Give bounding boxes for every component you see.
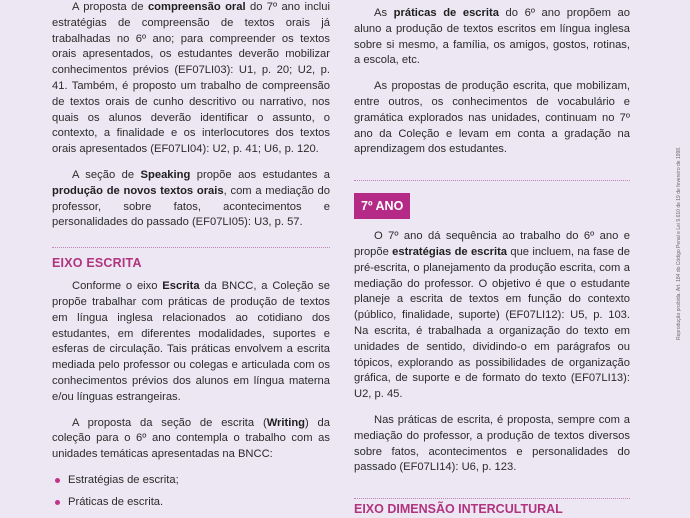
list-item [52, 495, 330, 511]
paragraph-escrita-intro [52, 279, 330, 405]
bold-term: estratégias de escrita [392, 245, 508, 258]
bold-term: Writing [266, 416, 306, 429]
heading-eixo-intercultural: EIXO DIMENSÃO INTERCULTURAL [354, 498, 630, 516]
paragraph-speaking [52, 168, 330, 231]
list-item-text: Estratégias de escrita; [68, 473, 179, 486]
bold-term: práticas de escrita [393, 7, 499, 19]
left-column [52, 0, 330, 517]
text: do 7º ano inclui estratégias de compreensão de textos orais já trabalhadas no 6º ano; para compreender os textos orais apresentados, os estudantes deverão mobilizar conhecimentos prévios (EF07LI03): U1, p. 20; U2, p. 41. Também, é proposto um trabalho de compreensão de textos orais de cunho descritivo ou narrativo, nos quais os alunos deverão identificar o assunto, o contexto, a finalidade e os interlocutores dos textos orais apresentados (EF07LI04): U2, p. 41; U6, p. 120. [52, 1, 330, 156]
text: A seção de [72, 168, 141, 181]
text: da BNCC, a Coleção se propõe trabalhar com práticas de produção de textos em língua inglesa relacionados ao cotidiano dos estudantes, em diferentes modalidades, suportes e esferas de circulação. Tais práticas envolvem a escrita mediada pelo professor ou colegas e articulada com os conhecimentos prévios dos alunos em língua materna e/ou línguas estrangeiras. [52, 280, 330, 403]
text: A proposta da seção de escrita ( [72, 416, 267, 429]
paragraph-oral-comprehension [52, 0, 330, 158]
bullet-icon [55, 478, 60, 483]
paragraph-grade7-practices: Nas práticas de escrita, é proposta, sempre com a mediação do professor, a produção de textos diversos sobre fatos, acontecimentos e personalidades do passado (EF07LI14): U6, p. 123. [354, 413, 630, 474]
grade-section [354, 180, 630, 219]
text: As [374, 7, 394, 19]
text: Conforme o eixo [72, 280, 163, 293]
text: ) da coleção para o 6º ano contempla o trabalho com as unidades temáticas apresentadas na BNCC: [52, 416, 330, 461]
paragraph-grade7-strategies [354, 229, 630, 403]
bold-term: compreensão oral [147, 1, 246, 13]
text: do 6º ano propõem ao aluno a produção de textos escritos em língua inglesa sobre si mesmo, a família, os amigos, gostos, rotinas, a escola, etc. [354, 7, 630, 67]
grade-badge: 7º ANO [354, 193, 410, 219]
list-item [52, 473, 330, 489]
bullet-icon [55, 500, 60, 505]
copyright-note: Reprodução proibida. Art. 184 do Código Penal e Lei 9.610 de 19 de fevereiro de 1998. [676, 146, 682, 340]
bold-term: Speaking [140, 168, 191, 181]
paragraph-writing-proposals: As propostas de produção escrita, que mobilizam, entre outros, os conhecimentos de vocabulário e gramática explorados nas unidades, continuam no 7º ano da Coleção e levam em conta a gradação na aprendizagem dos estudantes. [354, 80, 630, 156]
text: que incluem, na fase de pré-escrita, o planejamento da produção escrita, com a mediação do professor. O objetivo é que o estudante planeje a escrita de textos em função do contexto (público, finalidade, suporte) (EF07LI12): U5, p. 103. Na escrita, é trabalhada a organização do texto em unidades de sentido, dividindo-o em parágrafos ou tópicos, explorando as possibilidades de organização gráfica, de suporte e de formato do texto (EF07LI13): U2, p. 45. [354, 245, 630, 401]
paragraph-writing-practices [354, 6, 630, 69]
paragraph-writing-section [52, 416, 330, 463]
text: , com a mediação do professor, sobre fatos, acontecimentos e personalidades do passado (EF07LI05): U3, p. 57. [52, 184, 330, 229]
heading-eixo-escrita: EIXO ESCRITA [52, 247, 330, 270]
bullet-list [52, 473, 330, 511]
bold-term: produção de novos textos orais [52, 184, 224, 197]
right-column [354, 6, 630, 486]
bold-term: Escrita [162, 280, 200, 293]
text: propõe aos estudantes a [190, 168, 330, 181]
list-item-text: Práticas de escrita. [68, 495, 164, 508]
text: O 7º ano dá sequência ao trabalho do 6º ano e propõe [354, 230, 630, 258]
text: A proposta de [72, 1, 148, 13]
